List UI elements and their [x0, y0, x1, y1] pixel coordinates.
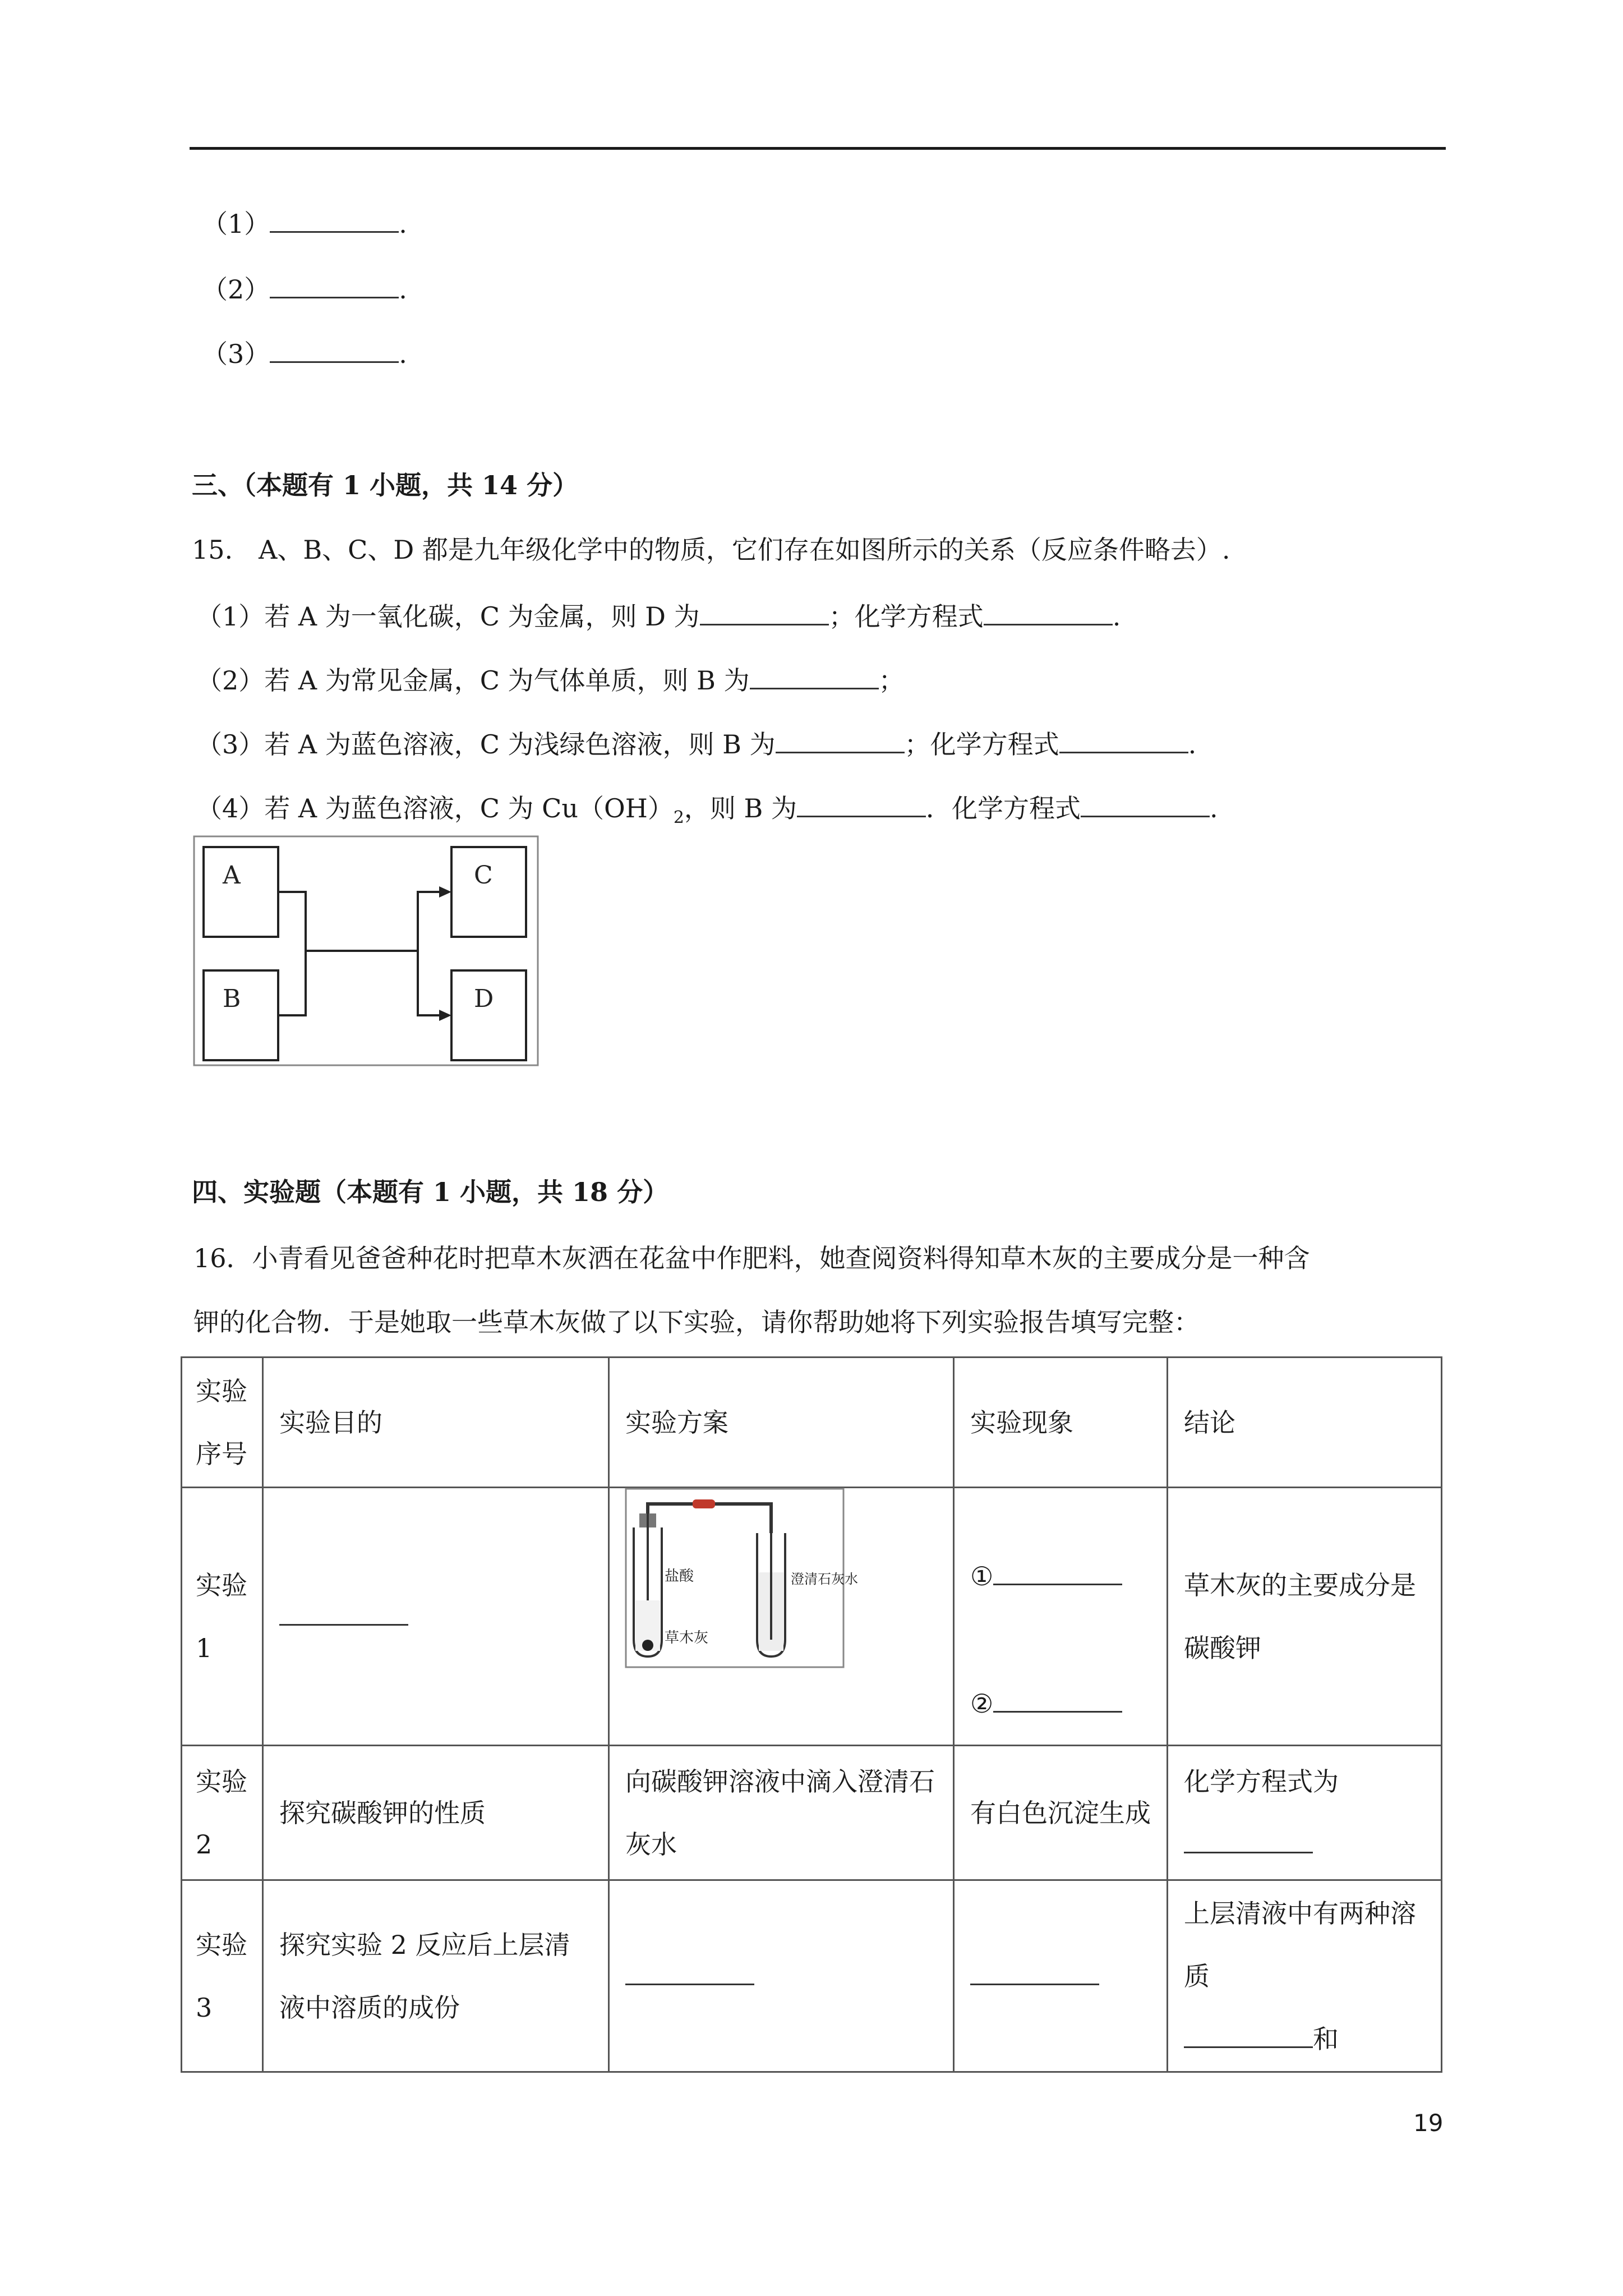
- label-d: D: [474, 984, 494, 1013]
- label-a: A: [223, 861, 241, 890]
- apparatus-figure: [625, 1488, 858, 1668]
- answer-blank[interactable]: [270, 337, 399, 363]
- conclusion-cell: 上层清液中有两种溶质 和: [1168, 1880, 1442, 2072]
- q15-part3: （3）若 A 为蓝色溶液，C 为浅绿色溶液，则 B 为 ；化学方程式 .: [196, 727, 1196, 761]
- q15-part1: （1）若 A 为一氧化碳，C 为金属，则 D 为 ；化学方程式 .: [196, 599, 1121, 633]
- phenomenon-cell: 有白色沉淀生成: [954, 1746, 1168, 1880]
- row-id: 实验3: [182, 1880, 263, 2072]
- header-rule: [190, 147, 1446, 150]
- plant-ash: [642, 1640, 653, 1651]
- row-id: 实验1: [182, 1488, 263, 1746]
- q16-line1: 16．小青看见爸爸种花时把草木灰洒在花盆中作肥料，她查阅资料得知草木灰的主要成分是一种含: [193, 1243, 1310, 1273]
- plan-cell: [609, 1488, 954, 1746]
- table-row: [182, 1746, 1442, 1880]
- q15-stem: 15. A、B、C、D 都是九年级化学中的物质，它们存在如图所示的关系（反应条件略去）.: [192, 535, 1230, 565]
- table-row: [182, 1880, 1442, 2072]
- section3-heading: 三、（本题有 1 小题，共 14 分）: [192, 470, 579, 500]
- q16-line2: 钾的化合物．于是她取一些草木灰做了以下实验，请你帮助她将下列实验报告填写完整：: [193, 1307, 1200, 1337]
- label-c: C: [474, 861, 493, 890]
- phenomenon-cell: [954, 1880, 1168, 2072]
- answer-blank[interactable]: [279, 1596, 408, 1626]
- answer-blank[interactable]: [1081, 791, 1210, 817]
- answer-blank[interactable]: [984, 599, 1113, 625]
- item-number: （1）: [202, 209, 270, 239]
- svg-text:盐酸: 盐酸: [665, 1568, 694, 1585]
- answer-blank[interactable]: [797, 791, 926, 817]
- svg-text:草木灰: 草木灰: [665, 1630, 709, 1646]
- answer-blank[interactable]: [700, 599, 829, 625]
- answer-blank[interactable]: [970, 1955, 1099, 1985]
- section4-heading: 四、实验题（本题有 1 小题，共 18 分）: [192, 1177, 669, 1207]
- answer-blank[interactable]: [776, 727, 905, 753]
- answer-blank[interactable]: [1184, 1824, 1313, 1853]
- answer-blank[interactable]: [1184, 2018, 1313, 2048]
- item-number: （2）: [202, 274, 270, 305]
- answer-blank[interactable]: [750, 663, 879, 689]
- purpose-cell: 探究碳酸钾的性质: [263, 1746, 609, 1880]
- item-number: （3）: [202, 339, 270, 369]
- header-cell: 实验目的: [263, 1358, 609, 1488]
- header-cell: 实验序号: [182, 1358, 263, 1488]
- purpose-cell: [263, 1488, 609, 1746]
- conclusion-cell: 化学方程式为: [1168, 1746, 1442, 1880]
- blank-line-1: （1） .: [202, 206, 407, 241]
- phenomenon-cell: ① ②: [954, 1488, 1168, 1746]
- label-b: B: [223, 984, 241, 1013]
- blank-line-2: （2） .: [202, 272, 407, 306]
- conclusion-cell: 草木灰的主要成分是碳酸钾: [1168, 1488, 1442, 1746]
- table-header-row: [182, 1358, 1442, 1488]
- row-id: 实验2: [182, 1746, 263, 1880]
- plan-cell: [609, 1880, 954, 2072]
- experiment-report-table: [181, 1356, 1442, 2073]
- header-cell: 实验方案: [609, 1358, 954, 1488]
- answer-blank[interactable]: [993, 1556, 1122, 1585]
- plan-cell: 向碳酸钾溶液中滴入澄清石灰水: [609, 1746, 954, 1880]
- page-number: 19: [1413, 2109, 1444, 2137]
- blank-line-3: （3） .: [202, 337, 407, 371]
- header-cell: 结论: [1168, 1358, 1442, 1488]
- table-row: [182, 1488, 1442, 1746]
- svg-text:澄清石灰水: 澄清石灰水: [791, 1571, 858, 1587]
- header-cell: 实验现象: [954, 1358, 1168, 1488]
- reaction-relation-diagram: [193, 836, 538, 1066]
- answer-blank[interactable]: [270, 206, 399, 233]
- purpose-cell: 探究实验 2 反应后上层清液中溶质的成份: [263, 1880, 609, 2072]
- q15-part2: （2）若 A 为常见金属，C 为气体单质，则 B 为 ；: [196, 663, 905, 697]
- answer-blank[interactable]: [625, 1955, 754, 1985]
- answer-blank[interactable]: [1059, 727, 1188, 753]
- answer-blank[interactable]: [993, 1683, 1122, 1713]
- answer-blank[interactable]: [270, 272, 399, 298]
- q15-part4: （4）若 A 为蓝色溶液，C 为 $Cu(OH)_2$，则 B 为 ．化学方程式 .: [196, 791, 1218, 835]
- rubber-tube-joint: [693, 1499, 715, 1508]
